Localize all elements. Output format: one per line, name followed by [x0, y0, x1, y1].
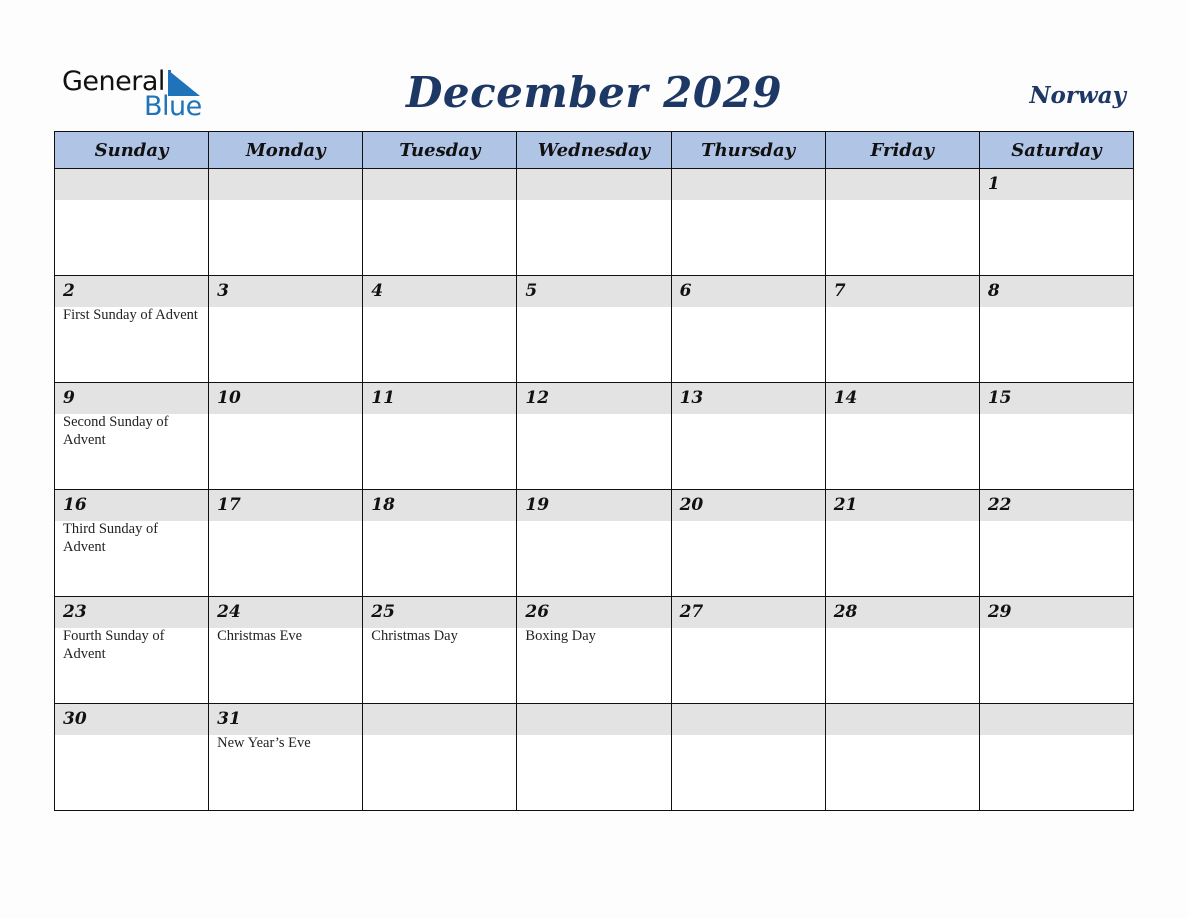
- day-cell: [979, 169, 1133, 276]
- calendar-body: [55, 169, 1134, 811]
- day-number: 26: [517, 597, 670, 628]
- logo-text-general: General: [62, 66, 165, 97]
- day-number: 19: [517, 490, 670, 521]
- holiday-label: Christmas Eve: [217, 628, 303, 644]
- day-number: 5: [517, 276, 670, 307]
- day-number: 21: [826, 490, 979, 521]
- day-number: 14: [826, 383, 979, 414]
- day-number: 17: [209, 490, 362, 521]
- weekday-header-wednesday: Wednesday: [517, 132, 671, 169]
- weekday-header-tuesday: Tuesday: [363, 132, 517, 169]
- day-cell: [517, 383, 671, 490]
- day-cell: [671, 169, 825, 276]
- day-number: 30: [55, 704, 208, 735]
- day-number: [672, 704, 825, 735]
- day-cell: [671, 704, 825, 811]
- day-number: [672, 169, 825, 200]
- day-cell: [671, 383, 825, 490]
- day-cell: [209, 169, 363, 276]
- day-cell: [363, 597, 517, 704]
- week-row: [55, 597, 1134, 704]
- day-cell: [209, 276, 363, 383]
- day-number: [826, 704, 979, 735]
- day-cell: [209, 597, 363, 704]
- day-cell: [517, 597, 671, 704]
- day-cell: [517, 704, 671, 811]
- day-cell: [363, 383, 517, 490]
- day-cell: [209, 490, 363, 597]
- day-cell: [825, 383, 979, 490]
- day-cell: [671, 597, 825, 704]
- day-cell: [363, 490, 517, 597]
- day-number: 8: [980, 276, 1133, 307]
- day-cell: [55, 169, 209, 276]
- day-number: 24: [209, 597, 362, 628]
- holiday-label: Second Sunday of Advent: [63, 414, 169, 448]
- weekday-header-thursday: Thursday: [671, 132, 825, 169]
- day-number: 29: [980, 597, 1133, 628]
- day-cell: [825, 490, 979, 597]
- day-number: [209, 169, 362, 200]
- day-number: 10: [209, 383, 362, 414]
- weekday-header-sunday: Sunday: [55, 132, 209, 169]
- day-number: 16: [55, 490, 208, 521]
- day-cell: [671, 276, 825, 383]
- weekday-header-saturday: Saturday: [979, 132, 1133, 169]
- logo-text-blue: Blue: [144, 91, 202, 122]
- holiday-label: Fourth Sunday of Advent: [63, 628, 165, 662]
- day-number: 7: [826, 276, 979, 307]
- day-cell: [671, 490, 825, 597]
- day-number: 25: [363, 597, 516, 628]
- day-cell: [979, 597, 1133, 704]
- day-cell: [825, 597, 979, 704]
- day-number: [363, 169, 516, 200]
- day-cell: [55, 276, 209, 383]
- day-number: 4: [363, 276, 516, 307]
- day-number: [363, 704, 516, 735]
- day-number: [55, 169, 208, 200]
- calendar-grid: [54, 131, 1134, 811]
- day-cell: [979, 704, 1133, 811]
- day-number: 9: [55, 383, 208, 414]
- day-cell: [517, 276, 671, 383]
- weekday-header-friday: Friday: [825, 132, 979, 169]
- day-number: 23: [55, 597, 208, 628]
- day-number: [517, 169, 670, 200]
- week-row: [55, 490, 1134, 597]
- week-row: [55, 383, 1134, 490]
- day-number: 18: [363, 490, 516, 521]
- day-cell: [825, 169, 979, 276]
- day-cell: [55, 383, 209, 490]
- day-cell: [979, 276, 1133, 383]
- day-number: 15: [980, 383, 1133, 414]
- holiday-label: New Year’s Eve: [217, 735, 311, 751]
- day-cell: [825, 276, 979, 383]
- day-number: [826, 169, 979, 200]
- day-number: 22: [980, 490, 1133, 521]
- day-cell: [363, 276, 517, 383]
- week-row: [55, 169, 1134, 276]
- day-cell: [209, 383, 363, 490]
- day-number: 28: [826, 597, 979, 628]
- day-number: 27: [672, 597, 825, 628]
- day-number: 31: [209, 704, 362, 735]
- day-cell: [55, 704, 209, 811]
- day-cell: [363, 169, 517, 276]
- day-number: 12: [517, 383, 670, 414]
- day-cell: [209, 704, 363, 811]
- holiday-label: Boxing Day: [525, 628, 596, 644]
- day-number: 20: [672, 490, 825, 521]
- week-row: [55, 276, 1134, 383]
- week-row: [55, 704, 1134, 811]
- day-cell: [979, 383, 1133, 490]
- weekday-header-row: [55, 132, 1134, 169]
- day-cell: [825, 704, 979, 811]
- weekday-header-monday: Monday: [209, 132, 363, 169]
- day-number: 6: [672, 276, 825, 307]
- day-cell: [55, 597, 209, 704]
- holiday-label: First Sunday of Advent: [63, 307, 198, 323]
- day-number: [980, 704, 1133, 735]
- day-cell: [55, 490, 209, 597]
- day-number: [517, 704, 670, 735]
- day-number: 1: [980, 169, 1133, 200]
- holiday-label: Christmas Day: [371, 628, 458, 644]
- day-cell: [517, 490, 671, 597]
- calendar-title: December 2029: [405, 68, 783, 117]
- holiday-label: Third Sunday of Advent: [63, 521, 159, 555]
- country-label: Norway: [1029, 82, 1126, 109]
- day-number: 13: [672, 383, 825, 414]
- day-number: 3: [209, 276, 362, 307]
- day-number: 11: [363, 383, 516, 414]
- day-number: 2: [55, 276, 208, 307]
- day-cell: [517, 169, 671, 276]
- day-cell: [363, 704, 517, 811]
- day-cell: [979, 490, 1133, 597]
